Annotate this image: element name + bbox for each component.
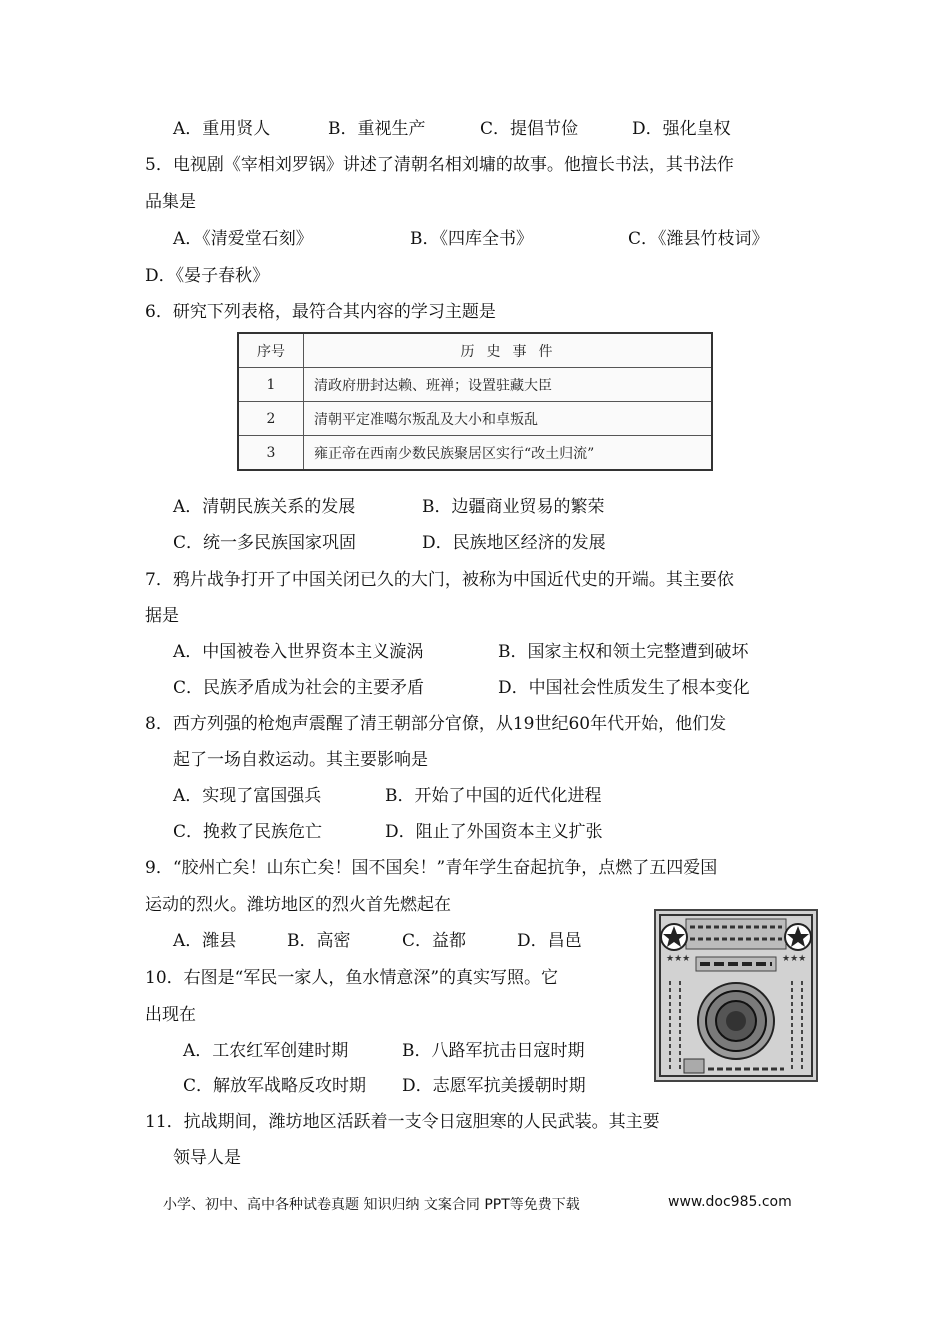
svg-text:★★★: ★★★ bbox=[666, 954, 691, 964]
q5-option-a: A．《清爱堂石刻》 bbox=[173, 229, 313, 249]
table-cell-index: 1 bbox=[238, 368, 304, 402]
q8-option-c: C．挽救了民族危亡 bbox=[173, 822, 323, 842]
q5-option-d: D．《晏子春秋》 bbox=[145, 266, 270, 286]
table-header-event: 历史事件 bbox=[304, 333, 713, 368]
q8-option-d: D．阻止了外国资本主义扩张 bbox=[385, 822, 603, 842]
table-header-row bbox=[238, 333, 712, 368]
q11-stem-line2: 领导人是 bbox=[173, 1148, 241, 1168]
footer-text: 小学、初中、高中各种试卷真题 知识归纳 文案合同 PPT等免费下载 bbox=[163, 1197, 580, 1213]
q9-option-d: D．昌邑 bbox=[517, 931, 582, 951]
q8-stem-line1: 8．西方列强的枪炮声震醒了清王朝部分官僚，从19世纪60年代开始，他们发 bbox=[145, 714, 727, 734]
q9-option-c: C．益都 bbox=[402, 931, 467, 951]
q10-option-a: A．工农红军创建时期 bbox=[183, 1041, 349, 1061]
q6-option-b: B．边疆商业贸易的繁荣 bbox=[422, 497, 605, 517]
q6-option-d: D．民族地区经济的发展 bbox=[422, 533, 606, 553]
q5-stem-line2: 品集是 bbox=[145, 192, 196, 212]
q4-option-b: B．重视生产 bbox=[328, 119, 426, 139]
q6-option-c: C．统一多民族国家巩固 bbox=[173, 533, 357, 553]
q7-stem-line1: 7．鸦片战争打开了中国关闭已久的大门，被称为中国近代史的开端。其主要依 bbox=[145, 570, 734, 590]
q7-option-d: D．中国社会性质发生了根本变化 bbox=[498, 678, 750, 698]
q4-option-c: C．提倡节俭 bbox=[480, 119, 579, 139]
historical-coupon-image bbox=[654, 909, 818, 1082]
table-header-index: 序号 bbox=[238, 333, 304, 368]
q7-option-c: C．民族矛盾成为社会的主要矛盾 bbox=[173, 678, 425, 698]
q9-stem-line1: 9．“胶州亡矣！山东亡矣！国不国矣！”青年学生奋起抗争，点燃了五四爱国 bbox=[145, 858, 718, 878]
history-events-table bbox=[237, 332, 713, 471]
table-cell-event: 雍正帝在西南少数民族聚居区实行“改土归流” bbox=[304, 436, 713, 471]
q5-stem-line1: 5．电视剧《宰相刘罗锅》讲述了清朝名相刘墉的故事。他擅长书法，其书法作 bbox=[145, 155, 734, 175]
footer-url[interactable]: www.doc985.com bbox=[668, 1194, 792, 1210]
table-cell-event: 清政府册封达赖、班禅；设置驻藏大臣 bbox=[304, 368, 713, 402]
q10-option-d: D．志愿军抗美援朝时期 bbox=[402, 1076, 586, 1096]
table-row bbox=[238, 368, 712, 402]
q7-option-b: B．国家主权和领土完整遭到破坏 bbox=[498, 642, 749, 662]
table-cell-event: 清朝平定准噶尔叛乱及大小和卓叛乱 bbox=[304, 402, 713, 436]
coupon-illustration bbox=[656, 911, 816, 1080]
q4-option-a: A．重用贤人 bbox=[173, 119, 271, 139]
footer bbox=[163, 1194, 792, 1214]
q10-stem-line2: 出现在 bbox=[145, 1005, 196, 1025]
q7-stem-line2: 据是 bbox=[145, 606, 179, 626]
q5-option-b: B．《四库全书》 bbox=[410, 229, 533, 249]
q9-stem-line2: 运动的烈火。潍坊地区的烈火首先燃起在 bbox=[145, 895, 451, 915]
q10-stem-line1: 10．右图是“军民一家人，鱼水情意深”的真实写照。它 bbox=[145, 968, 559, 988]
q9-option-b: B．高密 bbox=[287, 931, 351, 951]
q6-option-a: A．清朝民族关系的发展 bbox=[173, 497, 356, 517]
q11-stem-line1: 11．抗战期间，潍坊地区活跃着一支令日寇胆寒的人民武装。其主要 bbox=[145, 1112, 660, 1132]
q5-option-c: C．《潍县竹枝词》 bbox=[628, 229, 769, 249]
q10-option-b: B．八路军抗击日寇时期 bbox=[402, 1041, 585, 1061]
q4-option-d: D．强化皇权 bbox=[632, 119, 731, 139]
q7-option-a: A．中国被卷入世界资本主义漩涡 bbox=[173, 642, 424, 662]
q6-stem: 6．研究下列表格，最符合其内容的学习主题是 bbox=[145, 302, 496, 322]
table-cell-index: 3 bbox=[238, 436, 304, 471]
q8-stem-line2: 起了一场自救运动。其主要影响是 bbox=[173, 750, 428, 770]
q8-option-a: A．实现了富国强兵 bbox=[173, 786, 322, 806]
table-row bbox=[238, 402, 712, 436]
table-row bbox=[238, 436, 712, 471]
q9-option-a: A．潍县 bbox=[173, 931, 237, 951]
table-cell-index: 2 bbox=[238, 402, 304, 436]
q8-option-b: B．开始了中国的近代化进程 bbox=[385, 786, 602, 806]
q10-option-c: C．解放军战略反攻时期 bbox=[183, 1076, 367, 1096]
svg-text:★★★: ★★★ bbox=[782, 954, 807, 964]
